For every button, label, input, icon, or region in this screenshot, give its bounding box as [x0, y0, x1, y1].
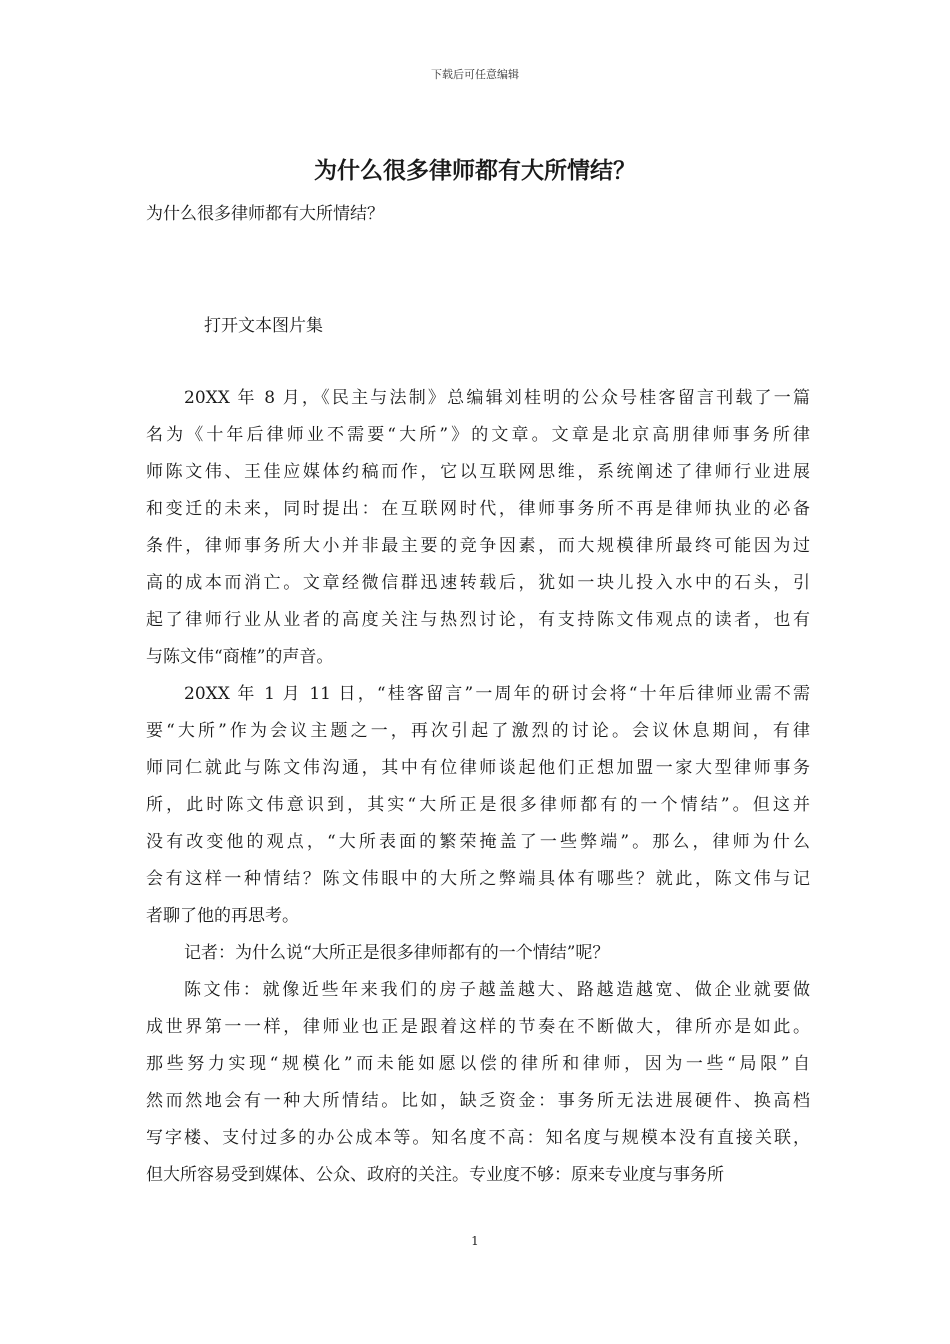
header-note: 下载后可任意编辑 — [431, 68, 519, 81]
document-subtitle: 为什么很多律师都有大所情结？ — [146, 204, 384, 224]
paragraph-line: 那些努力实现“规模化”而未能如愿以偿的律所和律师，因为一些“局限”自 — [146, 1054, 810, 1074]
paragraph-line: 20XX 年 1 月 11 日，“桂客留言”一周年的研讨会将“十年后律师业需不需 — [184, 684, 810, 704]
paragraph-line: 20XX 年 8 月，《民主与法制》总编辑刘桂明的公众号桂客留言刊载了一篇 — [184, 388, 810, 408]
paragraph-line: 陈文伟：就像近些年来我们的房子越盖越大、路越造越宽、做企业就要做 — [184, 980, 810, 1000]
paragraph-line: 高的成本而消亡。文章经微信群迅速转载后，犹如一块儿投入水中的石头，引 — [146, 573, 810, 593]
paragraph-line: 记者：为什么说“大所正是很多律师都有的一个情结”呢？ — [184, 943, 610, 963]
paragraph-line: 师陈文伟、王佳应媒体约稿而作，它以互联网思维，系统阐述了律师行业进展 — [146, 462, 810, 482]
paragraph-line: 写字楼、支付过多的办公成本等。知名度不高：知名度与规模本没有直接关联， — [146, 1128, 810, 1148]
document-title: 为什么很多律师都有大所情结？ — [314, 157, 636, 184]
paragraph-line: 成世界第一一样，律师业也正是跟着这样的节奏在不断做大，律所亦是如此。 — [146, 1017, 810, 1037]
paragraph-line: 师同仁就此与陈文伟沟通，其中有位律师谈起他们正想加盟一家大型律师事务 — [146, 758, 810, 778]
paragraph-line: 起了律师行业从业者的高度关注与热烈讨论，有支持陈文伟观点的读者，也有 — [146, 610, 810, 630]
paragraph-line: 会有这样一种情结？陈文伟眼中的大所之弊端具体有哪些？就此，陈文伟与记 — [146, 869, 810, 889]
paragraph-line: 名为《十年后律师业不需要“大所”》的文章。文章是北京高朋律师事务所律 — [146, 425, 810, 445]
paragraph-line: 和变迁的未来，同时提出：在互联网时代，律师事务所不再是律师执业的必备 — [146, 499, 810, 519]
paragraph-line: 所，此时陈文伟意识到，其实“大所正是很多律师都有的一个情结”。但这并 — [146, 795, 810, 815]
paragraph-line: 但大所容易受到媒体、公众、政府的关注。专业度不够：原来专业度与事务所 — [146, 1165, 724, 1185]
paragraph-line: 者聊了他的再思考。 — [146, 906, 299, 926]
paragraph-line: 条件，律师事务所大小并非最主要的竞争因素，而大规模律所最终可能因为过 — [146, 536, 810, 556]
paragraph-line: 没有改变他的观点，“大所表面的繁荣掩盖了一些弊端”。那么，律师为什么 — [146, 832, 810, 852]
paragraph-line: 与陈文伟“商榷”的声音。 — [146, 647, 334, 667]
paragraph-line: 然而然地会有一种大所情结。比如，缺乏资金：事务所无法进展硬件、换高档 — [146, 1091, 810, 1111]
page-number: 1 — [471, 1234, 479, 1248]
paragraph-line: 要“大所”作为会议主题之一，再次引起了激烈的讨论。会议休息期间，有律 — [146, 721, 810, 741]
open-image-gallery-link[interactable]: 打开文本图片集 — [204, 316, 323, 336]
